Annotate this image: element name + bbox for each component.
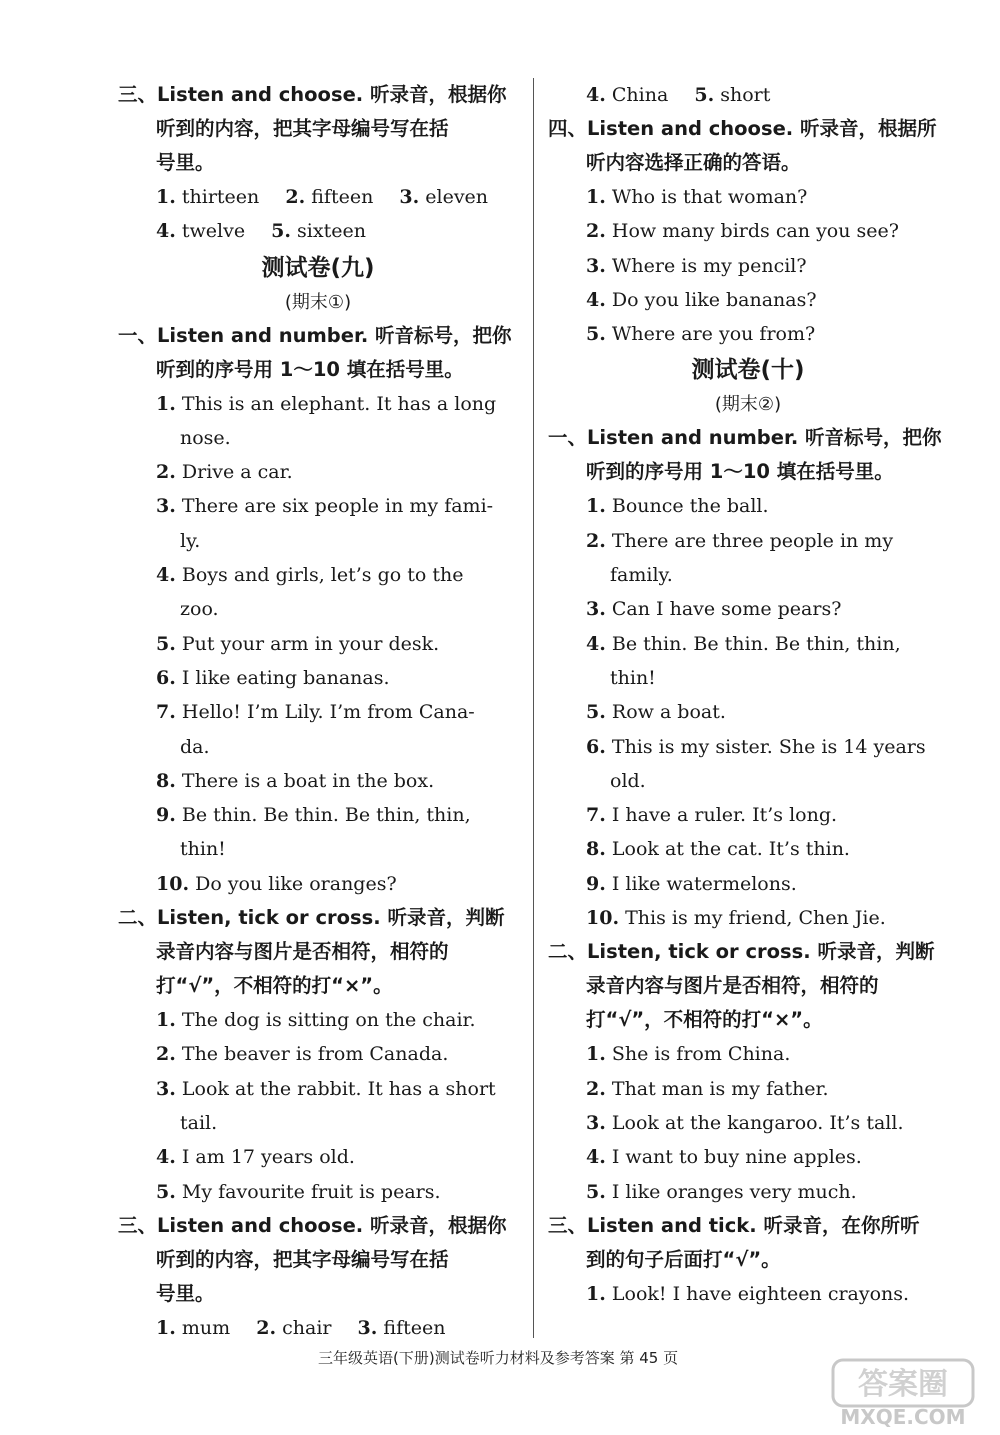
- list-item: [118, 695, 518, 764]
- item-number: 8.: [156, 769, 176, 792]
- item-text: Hello! I’m Lily. I’m from Cana-: [181, 701, 475, 724]
- column-divider: [533, 78, 534, 1338]
- list-item: [548, 1072, 948, 1106]
- item-text: I like eating bananas.: [181, 666, 390, 689]
- item-number: 2.: [256, 1316, 277, 1339]
- item-text: This is my sister. She is 14 years: [611, 735, 926, 758]
- choice-row: [548, 78, 948, 112]
- item-number: 3.: [156, 1077, 176, 1100]
- item-number: 2.: [586, 1077, 606, 1100]
- item-number: 3.: [156, 495, 176, 518]
- section-heading: [118, 78, 518, 180]
- item-text: Look at the rabbit. It has a short: [181, 1077, 496, 1100]
- item-text: Look at the cat. It’s thin.: [611, 838, 850, 861]
- item-number: 6.: [586, 735, 606, 758]
- item-number: 3.: [399, 186, 420, 208]
- section-heading-cont: 听到的内容，把其字母编号写在括: [156, 117, 449, 140]
- test-subtitle: (期末①): [284, 291, 352, 313]
- item-text: Be thin. Be thin. Be thin, thin,: [181, 804, 471, 827]
- item-number: 1.: [156, 186, 176, 208]
- section-heading-cont: 听到的序号用 1～10 填在括号里。: [586, 460, 894, 484]
- item-number: 1.: [586, 1043, 606, 1066]
- item-number: 4.: [586, 288, 606, 311]
- item-number: 1.: [156, 1009, 176, 1032]
- section-heading: [548, 935, 948, 1037]
- item-text-cont: nose.: [180, 426, 231, 449]
- item-list: [118, 387, 518, 901]
- item-text: The dog is sitting on the chair.: [181, 1009, 476, 1032]
- item-text: Where are you from?: [611, 323, 816, 346]
- item-text: twelve: [181, 220, 246, 243]
- item-text: I like watermelons.: [611, 872, 797, 895]
- list-item: [118, 764, 518, 798]
- item-text: Be thin. Be thin. Be thin, thin,: [611, 632, 901, 655]
- section-heading-text: 三、Listen and choose. 听录音，根据你: [118, 1213, 507, 1237]
- list-item: [548, 1277, 948, 1311]
- item-text: chair: [282, 1316, 332, 1339]
- list-item: [118, 455, 518, 489]
- item-text: short: [720, 84, 771, 106]
- item-number: 2.: [586, 220, 606, 243]
- section-heading: [118, 901, 518, 1003]
- item-number: 4.: [156, 220, 176, 243]
- item-number: 4.: [156, 1146, 176, 1169]
- item-text: How many birds can you see?: [611, 220, 899, 243]
- watermark-logo: [803, 1358, 985, 1428]
- list-item: [548, 180, 948, 214]
- section-heading-cont: 号里。: [156, 151, 215, 174]
- item-number: 1.: [586, 495, 606, 518]
- item-text: fifteen: [311, 186, 374, 208]
- list-item: [548, 1106, 948, 1140]
- item-text-cont: thin!: [180, 838, 226, 861]
- section-heading-text: 一、Listen and number. 听音标号，把你: [118, 323, 512, 347]
- item-number: 3.: [586, 1111, 606, 1134]
- section-heading-text: 二、Listen, tick or cross. 听录音，判断: [548, 940, 935, 964]
- item-number: 10.: [156, 872, 190, 895]
- item-number: 5.: [586, 1180, 606, 1203]
- item-list: [548, 489, 948, 935]
- item-text: Drive a car.: [181, 461, 293, 484]
- item-text-cont: tail.: [180, 1111, 218, 1134]
- item-number: 3.: [357, 1316, 378, 1339]
- list-item: [548, 214, 948, 248]
- item-text: Bounce the ball.: [611, 495, 769, 518]
- item-text-cont: ly.: [180, 529, 201, 552]
- item-text: I like oranges very much.: [611, 1180, 857, 1203]
- list-item: [548, 832, 948, 866]
- item-text: There is a boat in the box.: [181, 769, 435, 792]
- item-text: There are six people in my fami-: [181, 495, 494, 518]
- item-number: 8.: [586, 838, 606, 861]
- item-text-cont: old.: [610, 769, 646, 792]
- item-number: 7.: [156, 701, 176, 724]
- item-number: 2.: [156, 1043, 176, 1066]
- item-text-cont: da.: [180, 735, 210, 758]
- item-number: 5.: [586, 701, 606, 724]
- item-list: [118, 1003, 518, 1209]
- item-number: 2.: [156, 461, 176, 484]
- item-list: [548, 1037, 948, 1208]
- item-number: 2.: [586, 529, 606, 552]
- section-heading: [548, 112, 948, 180]
- item-text: Do you like oranges?: [195, 872, 397, 895]
- item-text: mum: [181, 1316, 231, 1339]
- item-number: 6.: [156, 666, 176, 689]
- item-text: The beaver is from Canada.: [181, 1043, 449, 1066]
- choice-row: [118, 1311, 518, 1345]
- list-item: [118, 867, 518, 901]
- section-heading: [118, 1209, 518, 1311]
- section-heading-cont: 到的句子后面打“√”。: [586, 1247, 781, 1271]
- item-number: 9.: [586, 872, 606, 895]
- watermark-brand: 答案圈: [858, 1367, 948, 1402]
- list-item: [548, 867, 948, 901]
- item-number: 1.: [156, 392, 176, 415]
- choice-row: [118, 180, 518, 214]
- list-item: [118, 1175, 518, 1209]
- list-item: [118, 489, 518, 558]
- item-text-cont: thin!: [610, 666, 656, 689]
- item-text: She is from China.: [611, 1043, 791, 1066]
- item-number: 10.: [586, 907, 620, 930]
- item-text: Look! I have eighteen crayons.: [611, 1282, 910, 1305]
- section-heading: [118, 319, 518, 387]
- item-text: Where is my pencil?: [611, 254, 807, 277]
- item-text: eleven: [425, 186, 489, 208]
- list-item: [118, 1037, 518, 1071]
- item-text: My favourite fruit is pears.: [181, 1180, 441, 1203]
- item-text: fifteen: [383, 1316, 446, 1339]
- list-item: [548, 283, 948, 317]
- item-text: I am 17 years old.: [181, 1146, 355, 1169]
- test-subtitle: (期末②): [714, 394, 782, 416]
- item-number: 9.: [156, 804, 176, 827]
- section-heading-text: 一、Listen and number. 听音标号，把你: [548, 426, 942, 450]
- item-text: sixteen: [297, 220, 366, 243]
- list-item: [118, 627, 518, 661]
- test-title: 测试卷(九): [261, 254, 375, 281]
- watermark-url: MXQE.COM: [840, 1405, 966, 1428]
- item-number: 5.: [694, 84, 715, 106]
- item-text: Look at the kangaroo. It’s tall.: [611, 1111, 904, 1134]
- item-text: Do you like bananas?: [611, 288, 817, 311]
- item-number: 1.: [586, 1282, 606, 1305]
- section-heading-cont: 听到的内容，把其字母编号写在括: [156, 1247, 449, 1271]
- list-item: [118, 1072, 518, 1141]
- list-item: [118, 1003, 518, 1037]
- list-item: [548, 524, 948, 593]
- item-number: 5.: [156, 1180, 176, 1203]
- item-text: China: [611, 84, 669, 106]
- item-list: [548, 180, 948, 351]
- list-item: [548, 317, 948, 351]
- item-text: Row a boat.: [611, 701, 726, 724]
- item-text: I have a ruler. It’s long.: [611, 804, 838, 827]
- item-number: 7.: [586, 804, 606, 827]
- section-heading-text: 四、Listen and choose. 听录音，根据所: [548, 117, 937, 140]
- item-number: 3.: [586, 254, 606, 277]
- section-heading-text: 二、Listen, tick or cross. 听录音，判断: [118, 906, 505, 930]
- item-number: 5.: [271, 220, 291, 243]
- item-text: Who is that woman?: [611, 186, 808, 208]
- item-number: 5.: [586, 323, 606, 346]
- list-item: [548, 1037, 948, 1071]
- item-number: 1.: [156, 1316, 176, 1339]
- item-text: This is my friend, Chen Jie.: [625, 907, 886, 930]
- section-heading-cont: 录音内容与图片是否相符，相符的: [586, 974, 879, 998]
- item-text: There are three people in my: [611, 529, 894, 552]
- list-item: [118, 798, 518, 867]
- item-number: 4.: [156, 564, 176, 587]
- list-item: [118, 1140, 518, 1174]
- item-text: thirteen: [181, 186, 260, 208]
- choice-row: [118, 214, 518, 248]
- list-item: [118, 558, 518, 627]
- list-item: [548, 695, 948, 729]
- list-item: [118, 387, 518, 456]
- item-text-cont: zoo.: [180, 598, 219, 621]
- section-heading: [548, 1209, 948, 1277]
- list-item: [118, 661, 518, 695]
- list-item: [548, 489, 948, 523]
- item-number: 2.: [285, 186, 306, 208]
- left-column: [118, 78, 518, 1345]
- list-item: [548, 730, 948, 799]
- right-column: [548, 78, 948, 1311]
- list-item: [548, 798, 948, 832]
- section-heading-cont: 打“√”，不相符的打“×”。: [156, 974, 393, 998]
- item-number: 4.: [586, 1146, 606, 1169]
- section-heading-cont: 打“√”，不相符的打“×”。: [586, 1008, 823, 1032]
- item-list: [548, 1277, 948, 1311]
- section-heading: [548, 421, 948, 489]
- item-text: That man is my father.: [611, 1077, 829, 1100]
- section-heading-text: 三、Listen and tick. 听录音，在你所听: [548, 1213, 920, 1237]
- page-footer: 三年级英语(下册)测试卷听力材料及参考答案 第 45 页: [318, 1349, 679, 1367]
- list-item: [548, 1140, 948, 1174]
- test-title: 测试卷(十): [691, 357, 805, 384]
- item-number: 4.: [586, 84, 606, 106]
- item-number: 4.: [586, 632, 606, 655]
- item-text-cont: family.: [610, 564, 673, 587]
- section-heading-text: 三、Listen and choose. 听录音，根据你: [118, 83, 507, 106]
- section-heading-cont: 号里。: [156, 1281, 215, 1305]
- item-number: 1.: [586, 186, 606, 208]
- section-heading-cont: 听内容选择正确的答语。: [586, 151, 801, 174]
- list-item: [548, 627, 948, 696]
- item-text: I want to buy nine apples.: [611, 1146, 862, 1169]
- list-item: [548, 249, 948, 283]
- section-heading-cont: 听到的序号用 1～10 填在括号里。: [156, 357, 464, 381]
- item-number: 3.: [586, 598, 606, 621]
- list-item: [548, 592, 948, 626]
- item-text: Can I have some pears?: [611, 598, 842, 621]
- item-text: Boys and girls, let’s go to the: [181, 564, 464, 587]
- list-item: [548, 901, 948, 935]
- item-text: Put your arm in your desk.: [181, 632, 440, 655]
- list-item: [548, 1175, 948, 1209]
- item-text: This is an elephant. It has a long: [181, 392, 497, 415]
- item-number: 5.: [156, 632, 176, 655]
- section-heading-cont: 录音内容与图片是否相符，相符的: [156, 940, 449, 964]
